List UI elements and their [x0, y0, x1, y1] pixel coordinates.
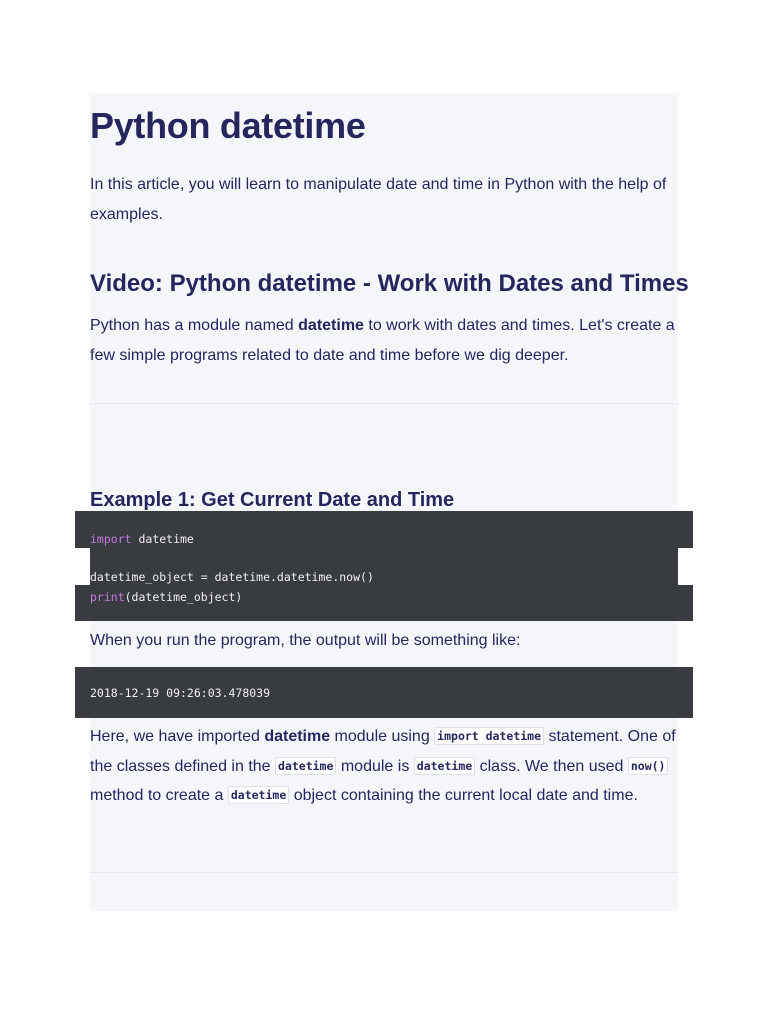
desc-text: to work with dates and times. Let's create a few simple programs related to date and time before we dig deeper.	[90, 317, 675, 364]
output-intro: When you run the program, the output will be something like:	[90, 632, 521, 649]
code-keyword: import	[90, 532, 132, 546]
section-divider	[90, 872, 678, 873]
code-notch-left	[75, 548, 90, 585]
code-block[interactable]	[75, 511, 693, 621]
explain-text: module using	[330, 728, 435, 745]
video-heading: Video: Python datetime - Work with Dates and Times	[90, 270, 689, 297]
explain-text: class. We then used	[475, 757, 628, 775]
code-keyword: print	[90, 590, 125, 604]
inline-code: import datetime	[434, 727, 544, 745]
intro-paragraph: In this article, you will learn to manipulate date and time in Python with the help of examples.	[90, 176, 667, 223]
code-line	[90, 532, 194, 546]
code-text: (datetime_object)	[124, 590, 243, 604]
output-text: 2018-12-19 09:26:03.478039	[90, 686, 271, 700]
explanation-paragraph	[90, 722, 685, 811]
code-line: datetime_object = datetime.datetime.now()	[90, 570, 374, 584]
explain-text: object containing the current local date and time.	[289, 787, 638, 804]
explain-text: statement. One of the classes defined in the	[90, 728, 676, 775]
desc-bold-module: datetime	[298, 317, 364, 334]
description-paragraph	[90, 311, 680, 370]
code-notch-right	[678, 548, 693, 585]
section-divider	[90, 403, 678, 404]
example1-heading: Example 1: Get Current Date and Time	[90, 489, 455, 511]
explain-bold-module: datetime	[264, 728, 331, 745]
page-title: Python datetime	[90, 105, 366, 146]
desc-text: Python has a module named	[90, 317, 299, 334]
code-text: datetime	[131, 532, 194, 546]
explain-text: module is	[336, 757, 414, 775]
explain-text: method to create a	[90, 787, 228, 804]
inline-code: now()	[628, 757, 669, 775]
code-line	[90, 590, 242, 604]
inline-code: datetime	[228, 786, 289, 804]
output-block[interactable]	[75, 667, 693, 718]
inline-code: datetime	[275, 757, 336, 775]
inline-code: datetime	[414, 757, 475, 775]
explain-text: Here, we have imported	[90, 728, 265, 745]
